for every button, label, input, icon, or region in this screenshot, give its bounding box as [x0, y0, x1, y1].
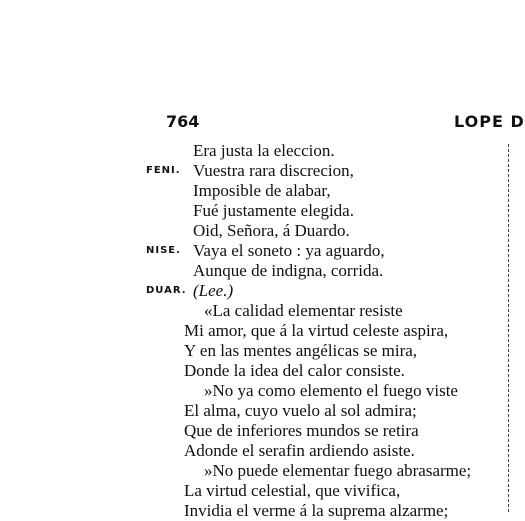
speaker-name: FENI.	[146, 165, 181, 176]
speaker-name: NISE.	[146, 245, 181, 256]
verse-line: Era justa la eleccion.	[193, 141, 335, 160]
sonnet-line: Adonde el serafin ardiendo asiste.	[184, 441, 415, 460]
sonnet-line: Que de inferiores mundos se retira	[184, 421, 419, 440]
verse-line: Oid, Señora, á Duardo.	[193, 221, 350, 240]
sonnet-line: «La calidad elementar resiste	[204, 301, 403, 320]
verse-line: Aunque de indigna, corrida.	[193, 261, 384, 280]
column-rule	[508, 144, 509, 512]
sonnet-line: Mi amor, que á la virtud celeste aspira,	[184, 321, 449, 340]
sonnet-line: Invidia el verme á la suprema alzarme;	[184, 501, 449, 520]
sonnet-line: La virtud celestial, que vivifica,	[184, 481, 401, 500]
page-number: 764	[166, 112, 200, 131]
sonnet-line: »No ya como elemento el fuego viste	[204, 381, 458, 400]
sonnet-line: »No puede elementar fuego abrasarme;	[204, 461, 472, 480]
verse-line: Vaya el soneto : ya aguardo,	[193, 241, 385, 260]
speaker-name: DUAR.	[146, 285, 187, 296]
sonnet-line: Y en las mentes angélicas se mira,	[184, 341, 418, 360]
verse-line: Fué justamente elegida.	[193, 201, 354, 220]
running-head: LOPE D	[454, 112, 525, 131]
verse-line: Vuestra rara discrecion,	[193, 161, 354, 180]
verse-line: Imposible de alabar,	[193, 181, 331, 200]
stage-direction: (Lee.)	[193, 281, 234, 300]
sonnet-line: El alma, cuyo vuelo al sol admira;	[184, 401, 417, 420]
sonnet-line: Donde la idea del calor consiste.	[184, 361, 405, 380]
